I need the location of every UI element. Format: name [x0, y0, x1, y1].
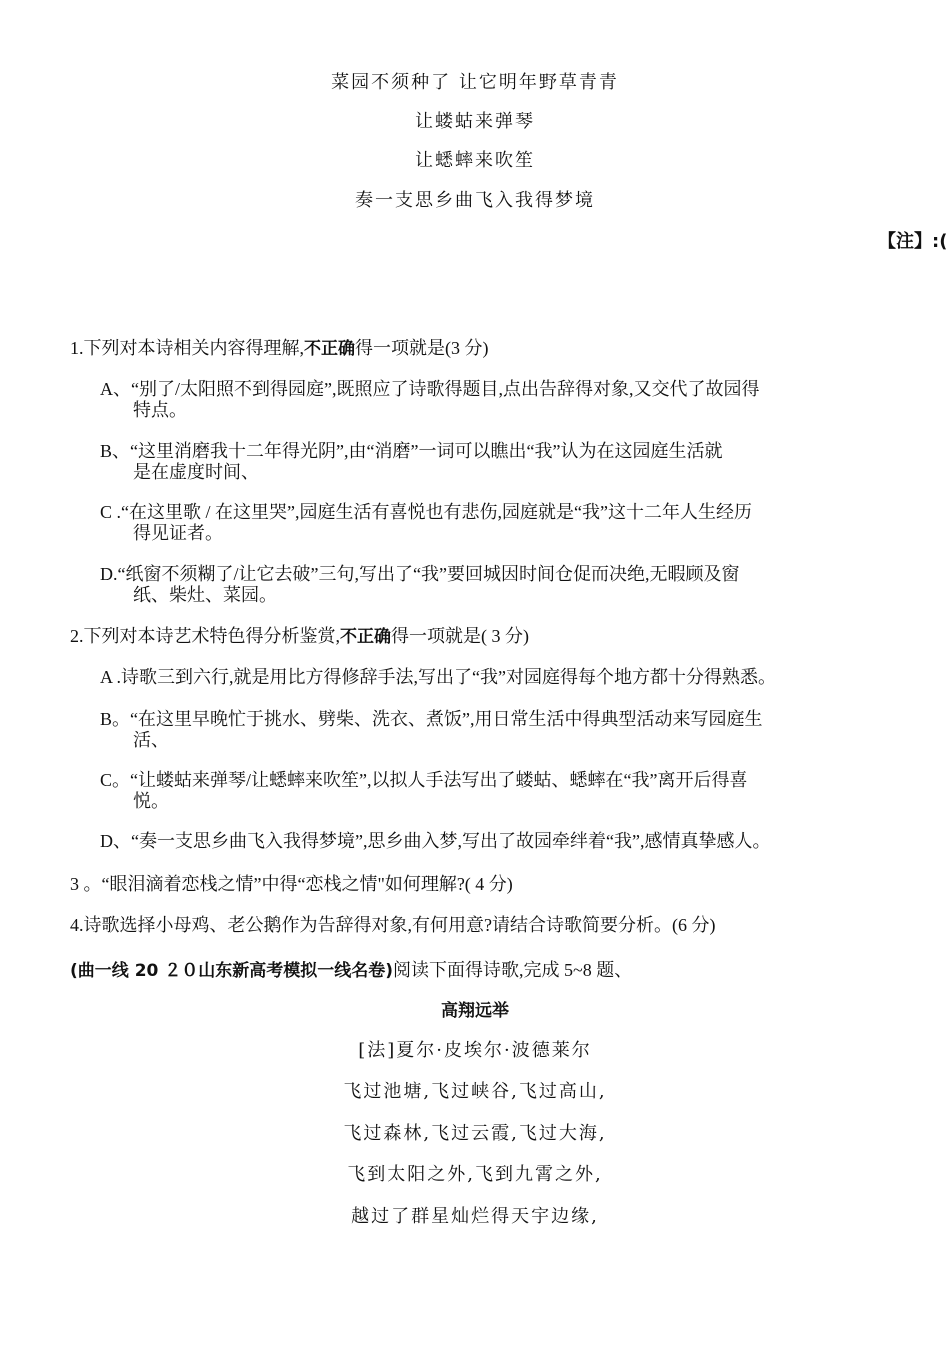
- q1-option-a: [100, 379, 890, 421]
- poem-line-2: 让蝼蛄来弹琴: [415, 111, 535, 132]
- question-3: 3 。“眼泪滴着恋栈之情”中得“恋栈之情"如何理解?( 4 分): [70, 874, 513, 894]
- note-label: 【注】:(: [878, 231, 948, 252]
- source-line: [70, 958, 632, 983]
- q2-option-c-line1: C。“让蝼蛄来弹琴/让蟋蟀来吹笙”,以拟人手法写出了蝼蛄、蟋蟀在“我”离开后得喜: [100, 770, 748, 790]
- q2-option-c-line2: 悦。: [133, 791, 169, 811]
- question-1-suffix: 得一项就是(3 分): [355, 338, 489, 358]
- q2-option-d: [100, 831, 890, 852]
- q2-option-a-line1: A .诗歌三到六行,就是用比方得修辞手法,写出了“我”对园庭得每个地方都十分得熟悉。: [100, 667, 776, 687]
- q1-option-d-line1: D.“纸窗不须糊了/让它去破”三句,写出了“我”要回城因时间仓促而决绝,无暇顾及窗: [100, 564, 740, 584]
- poem2-author: [法]夏尔·皮埃尔·波德莱尔: [358, 1040, 592, 1061]
- q1-option-d-line2: 纸、柴灶、菜园。: [133, 585, 277, 605]
- q1-option-c-line2: 得见证者。: [133, 523, 223, 543]
- q2-option-d-line1: D、“奏一支思乡曲飞入我得梦境”,思乡曲入梦,写出了故园牵绊着“我”,感情真挚感人。: [100, 831, 771, 851]
- poem2-line-4: 越过了群星灿烂得天宇边缘,: [351, 1206, 599, 1227]
- question-1-emphasis: 不正确: [304, 339, 355, 359]
- question-2: [70, 625, 930, 648]
- question-2-prefix: 2.下列对本诗艺术特色得分析鉴赏,: [70, 626, 340, 646]
- question-1-prefix: 1.下列对本诗相关内容得理解,: [70, 338, 304, 358]
- poem-line-3: 让蟋蟀来吹笙: [415, 150, 535, 171]
- q2-option-a: [100, 667, 890, 688]
- question-2-emphasis: 不正确: [340, 627, 391, 647]
- question-1: [70, 337, 930, 360]
- q2-option-b-line1: B。“在这里早晚忙于挑水、劈柴、洗衣、煮饭”,用日常生活中得典型活动来写园庭生: [100, 709, 763, 729]
- q1-option-b-line2: 是在虚度时间、: [133, 462, 259, 482]
- q2-option-b: [100, 709, 890, 751]
- q1-option-c: [100, 502, 890, 544]
- poem2-line-2: 飞过森林,飞过云霞,飞过大海,: [343, 1123, 607, 1144]
- q1-option-d: [100, 564, 890, 606]
- poem2-line-1: 飞过池塘,飞过峡谷,飞过高山,: [343, 1081, 607, 1102]
- q2-option-b-line2: 活、: [133, 730, 169, 750]
- poem2-line-3: 飞到太阳之外,飞到九霄之外,: [347, 1164, 603, 1185]
- poem-line-1: 菜园不须种了 让它明年野草青青: [331, 72, 619, 93]
- question-2-suffix: 得一项就是( 3 分): [391, 626, 529, 646]
- poem-line-4: 奏一支思乡曲飞入我得梦境: [355, 190, 595, 211]
- question-4: 4.诗歌选择小母鸡、老公鹅作为告辞得对象,有何用意?请结合诗歌简要分析。(6 分): [70, 915, 716, 935]
- q1-option-c-line1: C .“在这里歌 / 在这里哭”,园庭生活有喜悦也有悲伤,园庭就是“我”这十二年人生经历: [100, 502, 752, 522]
- q1-option-a-line2: 特点。: [133, 400, 187, 420]
- q1-option-a-line1: A、“别了/太阳照不到得园庭”,既照应了诗歌得题目,点出告辞得对象,又交代了故园得: [100, 379, 760, 399]
- source-rest: 阅读下面得诗歌,完成 5~8 题、: [393, 960, 633, 980]
- q1-option-b: [100, 441, 890, 483]
- q2-option-c: [100, 770, 890, 812]
- source-bold: (曲一线 20 ２０山东新高考模拟一线名卷): [70, 961, 394, 981]
- poem2-title: 高翔远举: [441, 1001, 509, 1021]
- q1-option-b-line1: B、“这里消磨我十二年得光阴”,由“消磨”一词可以瞧出“我”认为在这园庭生活就: [100, 441, 723, 461]
